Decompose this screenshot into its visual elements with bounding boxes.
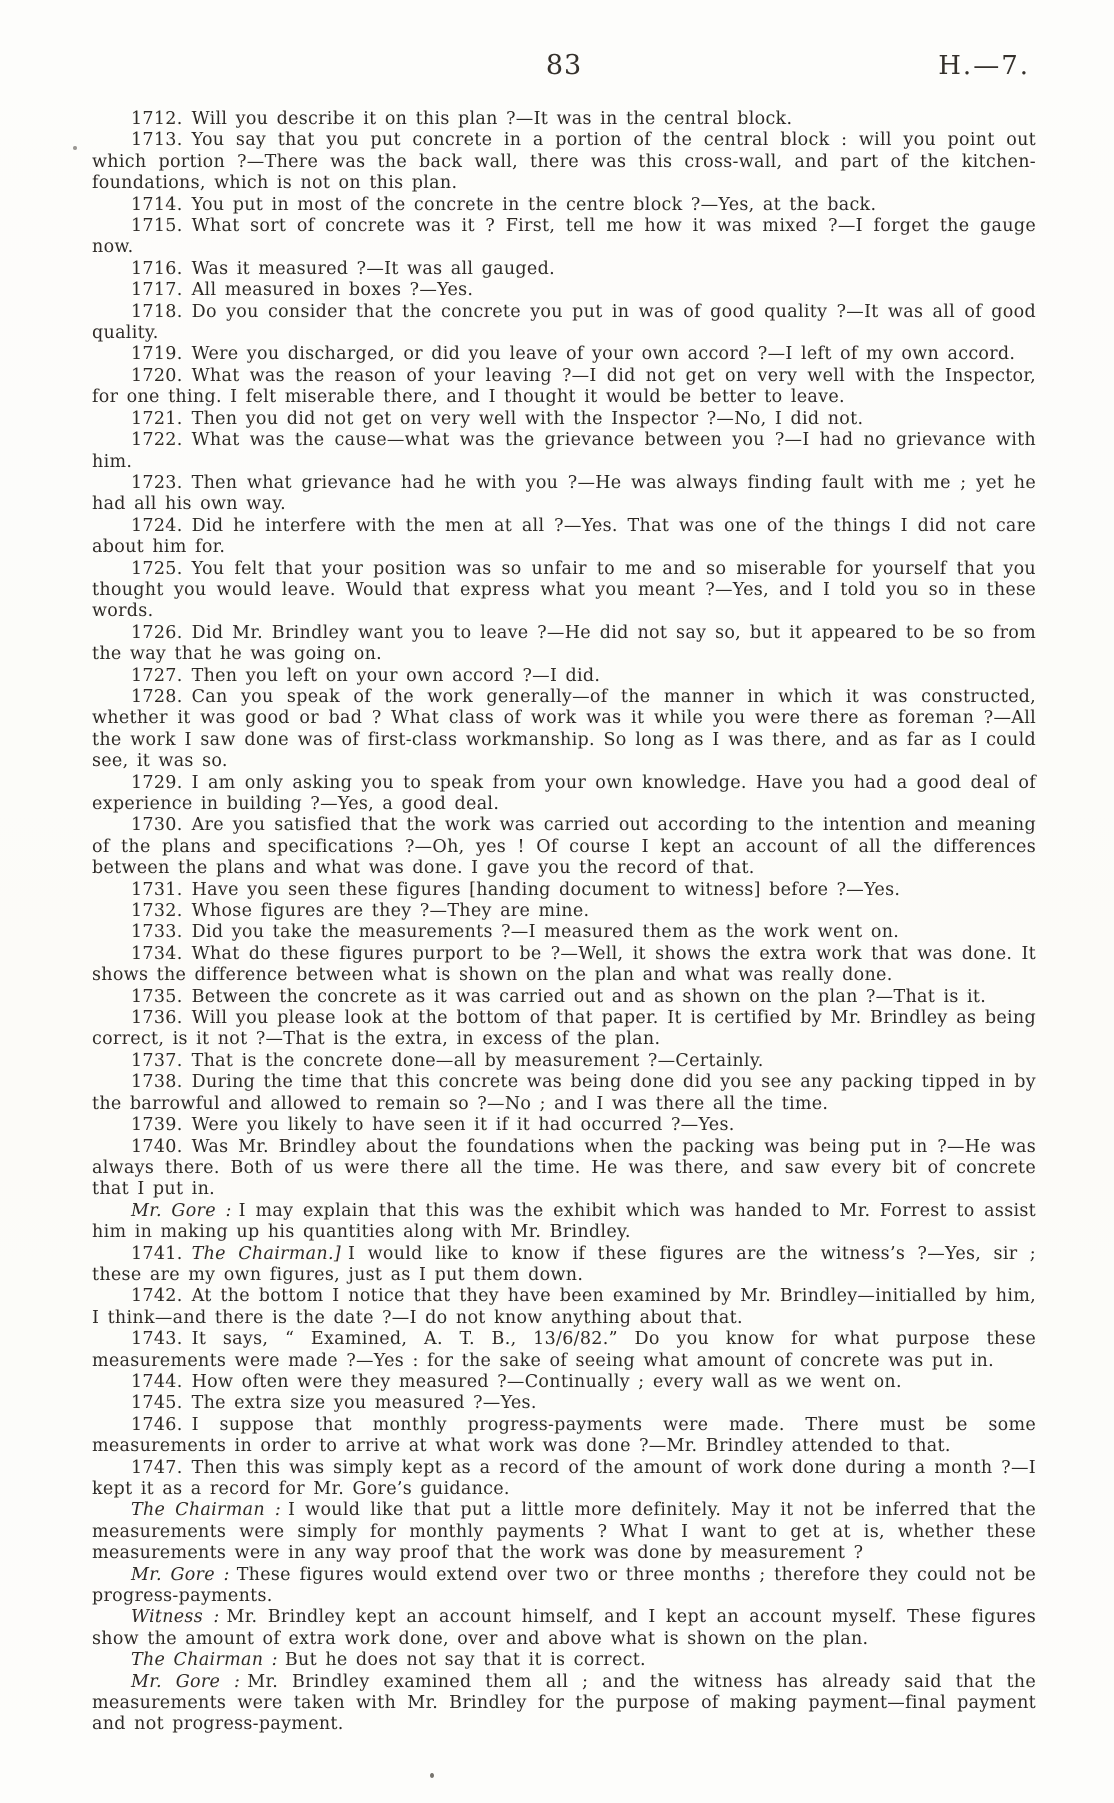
paragraph-text: Then you left on your own accord ?—I did. [191,665,601,686]
transcript-paragraph [92,1607,1036,1650]
transcript-paragraph [92,430,1036,473]
question-number: 1746. [131,1414,183,1435]
question-number: 1733. [131,922,183,943]
question-number: 1724. [131,515,183,536]
question-number: 1729. [131,772,183,793]
paragraph-text: All measured in boxes ?—Yes. [191,280,474,301]
paragraph-text: Whose figures are they ?—They are mine. [191,901,590,922]
question-number: 1718. [131,301,183,322]
question-number: 1716. [131,258,183,279]
transcript-paragraph [92,1244,1036,1287]
paragraph-text: Mr. Brindley kept an account himself, and I kept an account myself. These figures show the amount of extra work done, over and above what is shown on the plan. [92,1607,1036,1649]
transcript-paragraph [92,1329,1036,1372]
paragraph-text: Were you likely to have seen it if it had occurred ?—Yes. [191,1115,735,1136]
transcript-paragraph [92,901,1036,922]
paragraph-text: These figures would extend over two or three months ; therefore they could not be progress-payments. [92,1564,1037,1607]
transcript-paragraph [92,922,1036,943]
transcript-paragraph [92,473,1036,516]
transcript-paragraph [92,409,1036,430]
question-number: 1720. [131,365,183,386]
question-number: 1747. [131,1457,183,1478]
question-number: 1717. [131,280,183,301]
transcript-paragraph [92,773,1036,816]
paragraph-text: What do these figures purport to be ?—Well, it shows the extra work that was done. It shows the difference between what is shown on the plan and what was really done. [92,943,1036,986]
transcript-paragraph [92,1415,1036,1458]
question-number: 1712. [131,109,183,129]
transcript-paragraph [92,344,1036,365]
question-number: 1738. [131,1072,183,1093]
question-number: 1719. [131,344,183,365]
paragraph-text: Then this was simply kept as a record of the amount of work done during a month ?—I kept it as a record for Mr. Gore’s guidance. [92,1457,1036,1499]
paragraph-text: Did he interfere with the men at all ?—Yes. That was one of the things I did not care about him for. [92,515,1036,558]
speaker-name: Mr. Gore : [131,1564,230,1585]
transcript-paragraph [92,280,1036,301]
paragraph-text: At the bottom I notice that they have been examined by Mr. Brindley—initialled by him, I think—and there is the date ?—I do not know anything about that. [92,1286,1036,1328]
question-number: 1726. [131,622,183,643]
question-number: 1741. [131,1243,183,1264]
transcript-paragraph [92,1372,1036,1393]
transcript-paragraph [92,516,1036,559]
transcript-paragraph [92,944,1036,987]
transcript-paragraph [92,1072,1036,1115]
speaker-name: Mr. Gore : [131,1200,232,1221]
question-number: 1727. [131,665,183,686]
paragraph-text: I would like to know if these figures are the witness’s ?—Yes, sir ; these are my own figures, just as I put them down. [92,1243,1036,1285]
paragraph-text: How often were they measured ?—Continually ; every wall as we went on. [191,1371,902,1392]
paragraph-text: But he does not say that it is correct. [284,1650,646,1671]
transcript-paragraph [92,366,1036,409]
paragraph-text: You put in most of the concrete in the centre block ?—Yes, at the back. [191,194,877,215]
transcript-paragraph [92,1672,1036,1736]
paragraph-text: Did you take the measurements ?—I measured them as the work went on. [191,922,900,943]
question-number: 1731. [131,879,183,900]
question-number: 1732. [131,901,183,922]
paragraph-text: During the time that this concrete was being done did you see any packing tipped in by the barrowful and allowed to remain so ?—No ; and I was there all the time. [92,1072,1036,1114]
ink-speck [73,146,77,150]
paragraph-text: What was the reason of your leaving ?—I did not get on very well with the Inspector, for one thing. I felt miserable there, and I thought it would be better to leave. [92,365,1036,408]
page-header [92,50,1036,86]
page-number: 83 [545,50,583,81]
paragraph-text: Are you satisfied that the work was carried out according to the intention and meaning of the plans and specifications ?—Oh, yes ! Of course I kept an account of all the differences between the plans and what was done. I gave you the record of that. [92,815,1036,879]
paragraph-text: Can you speak of the work generally—of the manner in which it was constructed, whether it was good or bad ? What class of work was it while you were there as foreman ?—All the work I saw done was of first-class workmanship. So long as I was there, and as far as I could see, it was so. [92,686,1036,772]
paragraph-text: Then what grievance had he with you ?—He was always finding fault with me ; yet he had all his own way. [92,472,1036,515]
transcript-paragraph [92,216,1036,259]
transcript-paragraph [92,195,1036,216]
transcript-paragraph [92,687,1036,773]
question-number: 1714. [131,194,183,215]
transcript-paragraph [92,880,1036,901]
paragraph-text: I may explain that this was the exhibit which was handed to Mr. Forrest to assist him in making up his quantities along with Mr. Brindley. [92,1200,1036,1243]
speaker-name: Mr. Gore : [131,1671,241,1692]
question-number: 1739. [131,1115,183,1136]
testimony-transcript [92,109,1036,1736]
paragraph-text: Was it measured ?—It was all gauged. [191,258,555,279]
question-number: 1713. [131,130,183,151]
question-number: 1744. [131,1371,183,1392]
ink-speck [943,480,946,483]
paragraph-text: Do you consider that the concrete you put in was of good quality ?—It was all of good quality. [92,301,1036,344]
transcript-paragraph [92,1115,1036,1136]
speaker-name: The Chairman : [131,1500,282,1521]
transcript-paragraph [92,987,1036,1008]
transcript-paragraph [92,259,1036,280]
transcript-paragraph [92,1565,1036,1608]
transcript-paragraph [92,1458,1036,1501]
paragraph-text: I would like that put a little more definitely. May it not be inferred that the measurements were simply for monthly payments ? What I want to get at is, whether these measurements were in any way proof that the work was done by measurement ? [92,1500,1036,1564]
paragraph-text: That is the concrete done—all by measurement ?—Certainly. [191,1050,764,1071]
paragraph-text: Mr. Brindley examined them all ; and the witness has already said that the measurements were taken with Mr. Brindley for the purpose of making payment—final payment and not progress-payment. [92,1671,1036,1735]
paragraph-text: Have you seen these figures [handing document to witness] before ?—Yes. [191,879,901,900]
paragraph-text: Will you please look at the bottom of that paper. It is certified by Mr. Brindley as being correct, is it not ?—That is the extra, in excess of the plan. [92,1008,1036,1050]
speaker-name: The Chairman : [131,1650,278,1671]
question-number: 1730. [131,815,183,836]
question-number: 1740. [131,1136,183,1157]
paragraph-text: Will you describe it on this plan ?—It was in the central block. [191,109,793,129]
question-number: 1725. [131,558,183,579]
paragraph-text: What was the cause—what was the grievance between you ?—I had no grievance with him. [92,430,1036,472]
transcript-paragraph [92,302,1036,345]
transcript-paragraph [92,1051,1036,1072]
transcript-paragraph [92,109,1036,130]
question-number: 1737. [131,1050,183,1071]
paragraph-text: I suppose that monthly progress-payments were made. There must be some measurements in order to arrive at what work was done ?—Mr. Brindley attended to that. [92,1414,1036,1457]
question-number: 1736. [131,1008,183,1029]
paragraph-text: The extra size you measured ?—Yes. [191,1393,537,1414]
transcript-paragraph [92,1008,1036,1051]
question-number: 1728. [131,686,183,707]
question-number: 1745. [131,1393,183,1414]
question-number: 1722. [131,430,183,451]
ink-speck [430,1773,434,1778]
paragraph-text: Between the concrete as it was carried out and as shown on the plan ?—That is it. [191,986,987,1007]
question-number: 1743. [131,1329,183,1350]
paragraph-text: Was Mr. Brindley about the foundations when the packing was being put in ?—He was always there. Both of us were there all the time. He was there, and saw every bit of concrete that I put in. [92,1136,1036,1200]
transcript-paragraph [92,666,1036,687]
transcript-paragraph [92,1286,1036,1329]
speaker-name: Witness : [131,1607,220,1628]
paragraph-text: You felt that your position was so unfair to me and so miserable for yourself that you thought you would leave. Would that express what you meant ?—Yes, and I told you so in these words. [92,558,1036,622]
transcript-paragraph [92,559,1036,623]
transcript-paragraph [92,815,1036,879]
document-reference: H.—7. [938,51,1030,81]
question-number: 1742. [131,1286,183,1307]
question-number: 1723. [131,472,183,493]
question-number: 1734. [131,943,183,964]
paragraph-text: What sort of concrete was it ? First, tell me how it was mixed ?—I forget the gauge now. [92,216,1036,258]
transcript-paragraph [92,1650,1036,1671]
paragraph-text: It says, “ Examined, A. T. B., 13/6/82.” Do you know for what purpose these measurements were made ?—Yes : for the sake of seeing what amount of concrete was put in. [92,1329,1036,1371]
transcript-paragraph [92,1201,1036,1244]
paragraph-text: Did Mr. Brindley want you to leave ?—He did not say so, but it appeared to be so from the way that he was going on. [92,622,1036,665]
transcript-paragraph [92,1137,1036,1201]
transcript-paragraph [92,1500,1036,1564]
paragraph-text: Were you discharged, or did you leave of your own accord ?—I left of my own accord. [191,344,1016,365]
paragraph-text: Then you did not get on very well with the Inspector ?—No, I did not. [191,408,864,429]
transcript-paragraph [92,1393,1036,1414]
paragraph-text: You say that you put concrete in a portion of the central block : will you point out which portion ?—There was the back wall, there was this cross-wall, and part of the kitchen-foundations, which is not on this plan. [92,130,1036,194]
speaker-name: The Chairman.] [191,1243,341,1264]
question-number: 1735. [131,986,183,1007]
question-number: 1715. [131,216,183,237]
paragraph-text: I am only asking you to speak from your own knowledge. Have you had a good deal of experience in building ?—Yes, a good deal. [92,772,1036,814]
transcript-paragraph [92,623,1036,666]
question-number: 1721. [131,408,183,429]
transcript-paragraph [92,130,1036,194]
